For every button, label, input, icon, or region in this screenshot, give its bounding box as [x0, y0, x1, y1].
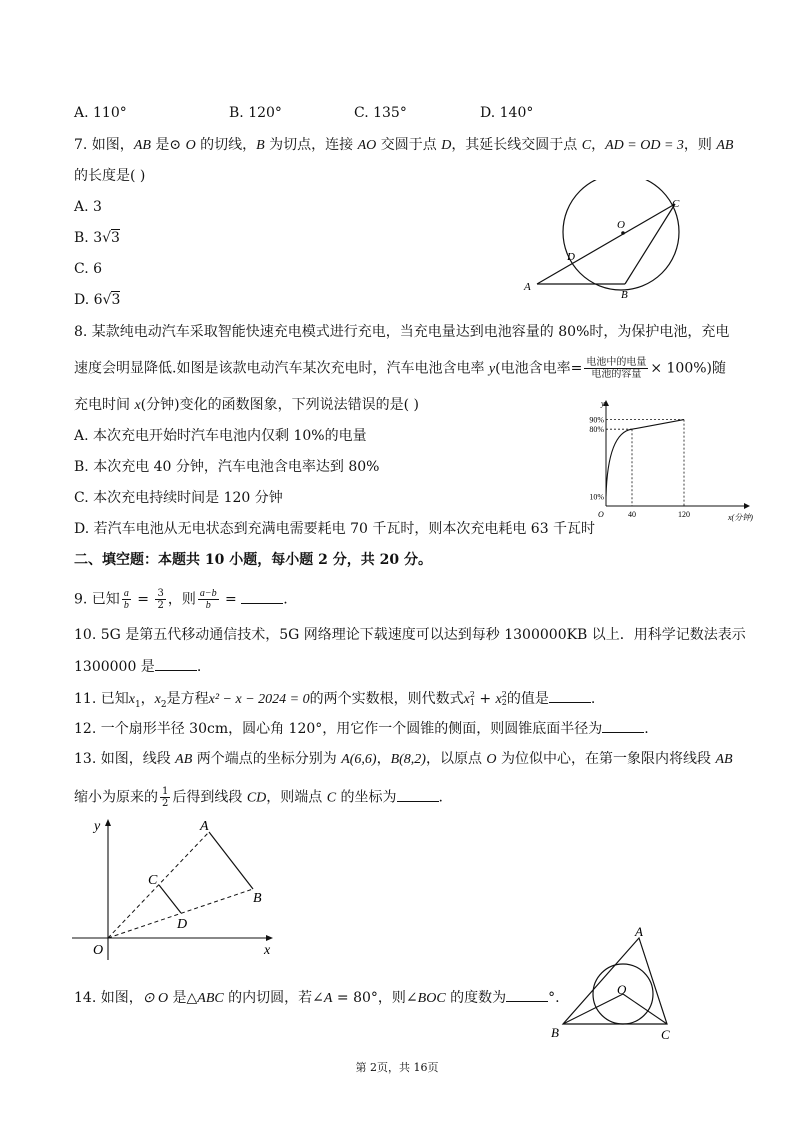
q10-line2: 1300000 是 . [74, 656, 201, 677]
q7-option-c: C. 6 [74, 261, 103, 277]
q14-label-b: B [551, 1025, 559, 1040]
q13-segment-cd [159, 885, 181, 913]
q13-label-x: x [264, 943, 271, 958]
q14-line-oc [623, 994, 667, 1024]
q8-option-b: B. 本次充电 40 分钟，汽车电池含电率达到 80% [74, 459, 380, 475]
q7-label-o: O [617, 219, 625, 231]
q7-option-a: A. 3 [74, 199, 102, 215]
q8-option-c: C. 本次充电持续时间是 120 分钟 [74, 490, 283, 506]
q8-x-label: x(分钟) [728, 513, 753, 522]
q8-line2: 速度会明显降低.如图是该款电动汽车某次充电时，汽车电池含电率 y(电池含电率= $\frac{\text{电池中的电量}}{\text{电池的容量}}$ × 100%)随 [74, 357, 726, 380]
q14-label-a: A [635, 924, 643, 939]
q13-line2: 缩小为原来的 $\frac{1}{2}$ 后得到线段 CD，则端点 C 的坐标为 . [74, 786, 443, 809]
q10-line1: 10. 5G 是第五代移动通信技术，5G 网络理论下载速度可以达到每秒 1300000KB 以上．用科学记数法表示 [74, 627, 746, 643]
q7-line-bc [625, 204, 675, 284]
q8-y-tick-80: 80% [589, 425, 604, 435]
q13-label-d: D [177, 917, 188, 932]
q13-label-y: y [94, 819, 101, 834]
q14-label-o: O [617, 982, 627, 997]
q7-option-b: B. 3√3 [74, 230, 120, 246]
q14-triangle [563, 938, 667, 1024]
q13-x-arrow [266, 935, 273, 941]
q9: 9. 已知 $\frac{a}{b}$ = $\frac{3}{2}$ ，则 $\frac{a-b}{b}$ = . [74, 588, 288, 611]
q8-y-label: y [601, 399, 605, 408]
q7-label-d: D [567, 251, 575, 263]
q8-x-tick-120: 120 [678, 510, 690, 519]
q13-line1: 13. 如图，线段 AB 两个端点的坐标分别为 A(6,6)，B(8,2)，以原点 O 为位似中心，在第一象限内将线段 AB [74, 751, 733, 767]
q8-line1: 8. 某款纯电动汽车采取智能快速充电模式进行充电，当充电量达到电池容量的 80%时，为保护电池，充电 [74, 324, 730, 340]
section-2-heading: 二、填空题：本题共 10 小题，每小题 2 分，共 20 分。 [74, 552, 432, 568]
q11-answer-blank[interactable] [549, 688, 591, 703]
q7-figure [520, 180, 700, 305]
q13-label-o: O [93, 943, 104, 958]
page-footer: 第 2页，共 16页 [355, 1061, 439, 1074]
q7-label-a: A [524, 281, 531, 293]
q13-label-b: B [253, 891, 262, 906]
q6-option-c: C. 135° [354, 105, 407, 121]
q7-option-d: D. 6√3 [74, 292, 121, 308]
q8-option-d: D. 若汽车电池从无电状态到充满电需要耗电 70 千瓦时，则本次充电耗电 63 千瓦时 [74, 521, 596, 537]
q12-answer-blank[interactable] [602, 718, 644, 733]
q7-line-ac [537, 204, 675, 284]
q14-figure [545, 922, 690, 1047]
q13-label-a: A [200, 819, 209, 834]
q10-answer-blank[interactable] [155, 656, 197, 671]
q9-answer-blank[interactable] [241, 589, 283, 604]
q6-option-d: D. 140° [480, 105, 534, 121]
q13-y-arrow [105, 819, 111, 826]
q8-line3: 充电时间 x(分钟)变化的函数图象，下列说法错误的是( ) [74, 397, 419, 413]
q13-label-c: C [148, 873, 158, 888]
q7-center-dot [621, 231, 625, 235]
q8-y-tick-10: 10% [589, 492, 604, 502]
q12: 12. 一个扇形半径 30cm，圆心角 120°，用它作一个圆锥的侧面，则圆锥底面半径为 . [74, 718, 649, 739]
q6-option-a: A. 110° [74, 105, 127, 121]
q11: 11. 已知$x_1$，$x_2$是方程x² − x − 2024 = 0的两个实数根，则代数式x 2 1 + x 2 2 的值是 . [74, 690, 596, 710]
q8-option-a: A. 本次充电开始时汽车电池内仅剩 10%的电量 [74, 428, 367, 444]
q8-x-arrow [744, 503, 750, 509]
q13-line-oa [108, 832, 209, 938]
q7-stem-line1: 7. 如图，AB 是⊙ O 的切线，B 为切点，连接 AO 交圆于点 D，其延长线交圆于点 C，AD = OD = 3，则 AB [74, 137, 734, 153]
q7-label-b: B [621, 289, 628, 301]
q14: 14. 如图，⊙ O 是△ABC 的内切圆，若∠A = 80°，则∠BOC 的度数为 °. [74, 987, 560, 1009]
q13-figure [66, 814, 286, 964]
q6-option-b: B. 120° [229, 105, 282, 121]
q7-stem-line2: 的长度是( ) [74, 168, 146, 184]
q14-label-c: C [661, 1027, 670, 1042]
q13-answer-blank[interactable] [397, 787, 439, 802]
q8-origin: O [598, 510, 604, 519]
q8-series-line [606, 420, 684, 497]
q7-label-c: C [672, 198, 680, 210]
q8-x-tick-40: 40 [628, 510, 636, 519]
q13-segment-ab [209, 832, 253, 889]
q8-chart [578, 398, 768, 528]
q8-y-tick-90: 90% [589, 415, 604, 425]
q14-answer-blank[interactable] [506, 987, 548, 1002]
